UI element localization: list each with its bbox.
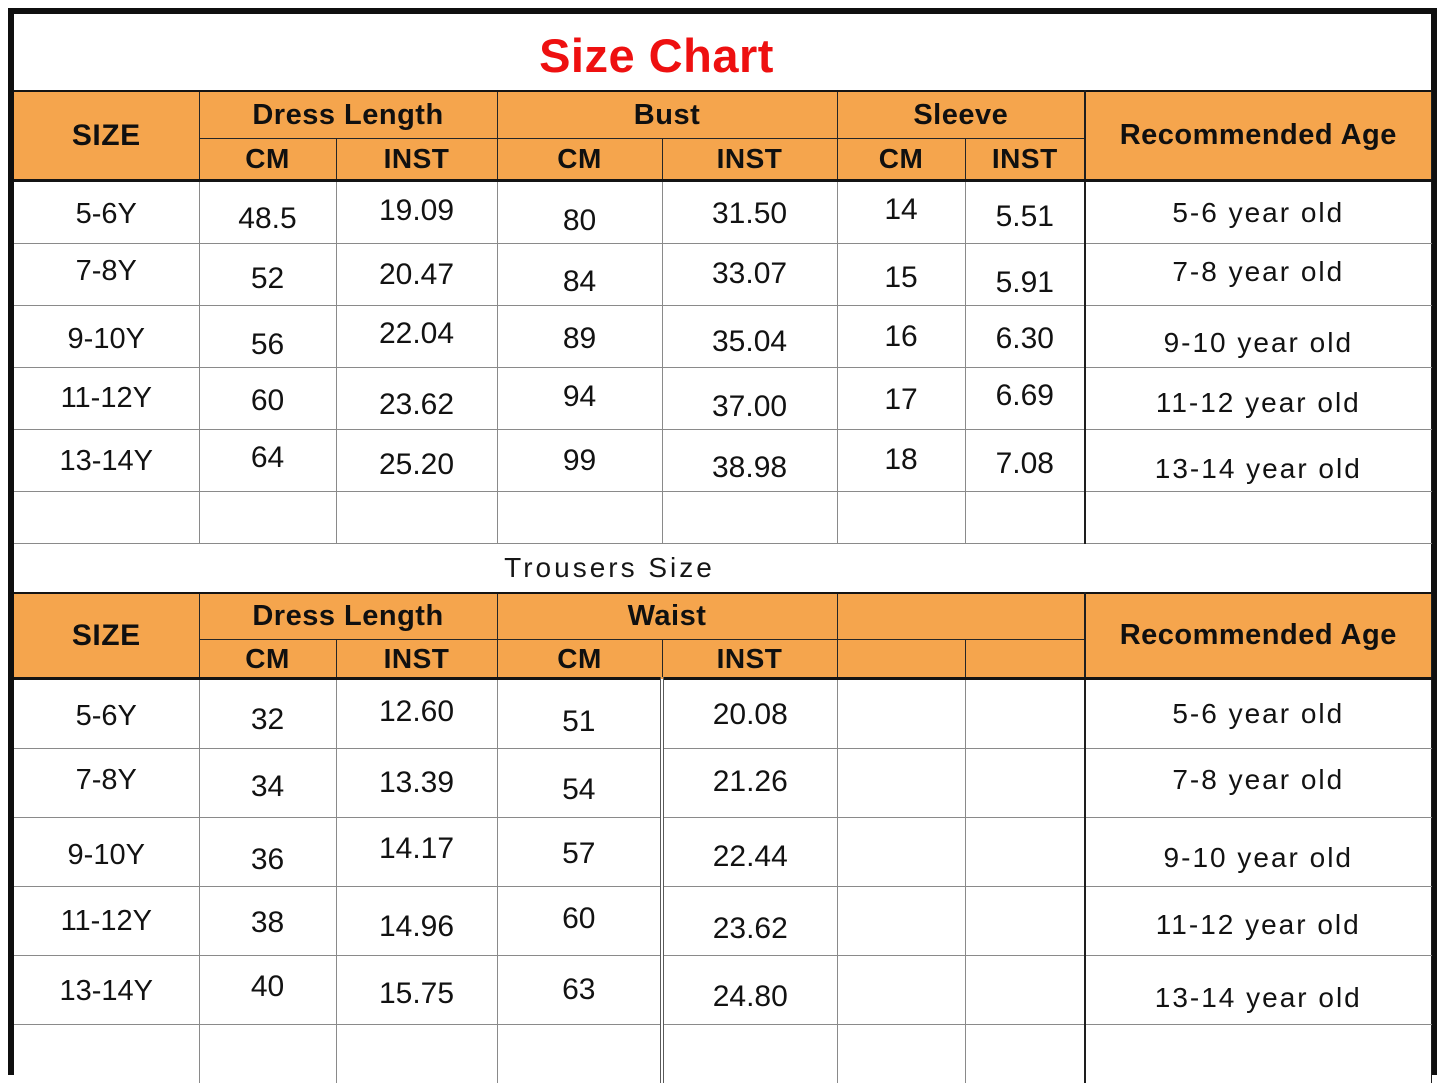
- cell-value: 14.96: [378, 910, 455, 943]
- cell-sleeve_inst: [965, 430, 1085, 492]
- cell-value: 23.62: [378, 387, 455, 421]
- cell-value: 7-8Y: [75, 255, 137, 287]
- cell-value: 6.30: [995, 321, 1054, 355]
- trousers-title-band: [14, 544, 1431, 592]
- header-group-row: [14, 91, 1431, 139]
- cell-value: 13-14 year old: [1154, 982, 1362, 1013]
- cell-dress_cm: [199, 956, 336, 1025]
- cell-age: [1085, 749, 1431, 818]
- cell-value: 7-8 year old: [1172, 255, 1345, 287]
- cell-dress_cm: [199, 244, 336, 306]
- trousers-table-header: [14, 593, 1431, 679]
- table-row: [14, 679, 1431, 749]
- col-header-bust: Bust: [497, 91, 837, 139]
- col-header-size: SIZE: [14, 91, 199, 181]
- cell-age: [1085, 679, 1431, 749]
- empty-cell: [199, 492, 336, 544]
- cell-size: [14, 306, 199, 368]
- col-subheader-dress-inst: INST: [336, 139, 497, 181]
- title-band: [14, 14, 1431, 90]
- col-subheader-dress-cm: CM: [199, 139, 336, 181]
- col-subheader-empty: [837, 640, 965, 679]
- table-row: [14, 430, 1431, 492]
- cell-waist_inst: [662, 887, 837, 956]
- cell-value: 12.60: [378, 695, 455, 728]
- empty-cell: [965, 492, 1085, 544]
- cell-value: 9-10 year old: [1163, 842, 1353, 873]
- col-subheader-bust-cm: CM: [497, 139, 662, 181]
- cell-value: 7.08: [995, 446, 1054, 480]
- empty-cell: [497, 1025, 662, 1083]
- header-group-row: [14, 593, 1431, 640]
- cell-size: [14, 887, 199, 956]
- col-header-dress-length: Dress Length: [199, 593, 497, 640]
- cell-size: [14, 749, 199, 818]
- cell-value: 9-10Y: [67, 838, 145, 871]
- table-row: [14, 749, 1431, 818]
- cell-value: 99: [562, 443, 597, 477]
- cell-value: 21.26: [712, 765, 788, 798]
- cell-value: 7-8 year old: [1172, 764, 1345, 795]
- cell-sleeve_cm: [837, 430, 965, 492]
- empty-cell: [837, 1025, 965, 1083]
- cell-value: 84: [562, 264, 597, 298]
- empty-cell: [336, 1025, 497, 1083]
- cell-size: [14, 430, 199, 492]
- empty-row: [14, 1025, 1431, 1083]
- empty-cell: [199, 1025, 336, 1083]
- cell-dress_cm: [199, 679, 336, 749]
- col-subheader-dress-cm: CM: [199, 640, 336, 679]
- table-row: [14, 887, 1431, 956]
- cell-value: 15: [884, 260, 918, 294]
- cell-dress_cm: [199, 749, 336, 818]
- empty-cell: [965, 1025, 1085, 1083]
- cell-dress_inst: [336, 368, 497, 430]
- col-subheader-sleeve-inst: INST: [965, 139, 1085, 181]
- empty-cell: [336, 492, 497, 544]
- cell-bust_cm: [497, 181, 662, 244]
- cell-waist_inst: [662, 749, 837, 818]
- empty-cell: [1085, 1025, 1431, 1083]
- cell-value: 22.04: [378, 316, 455, 350]
- cell-size: [14, 244, 199, 306]
- cell-value: 14.17: [378, 832, 455, 865]
- col-subheader-waist-inst: INST: [662, 640, 837, 679]
- col-subheader-bust-inst: INST: [662, 139, 837, 181]
- cell-value: 22.44: [712, 840, 788, 873]
- cell-sleeve_inst: [965, 181, 1085, 244]
- cell-waist_inst: [662, 956, 837, 1025]
- cell-bust_inst: [662, 430, 837, 492]
- cell-value: 89: [562, 321, 597, 355]
- chart-frame: [8, 8, 1437, 1075]
- empty-cell: [14, 492, 199, 544]
- cell-value: 63: [562, 973, 596, 1006]
- cell-value: 5-6 year old: [1172, 698, 1345, 729]
- cell-value: 9-10 year old: [1163, 326, 1354, 358]
- col-subheader-dress-inst: INST: [336, 640, 497, 679]
- cell-value: 51: [562, 705, 596, 738]
- table-row: [14, 244, 1431, 306]
- cell-sleeve_inst: [965, 244, 1085, 306]
- cell-value: 60: [562, 902, 596, 935]
- cell-value: 11-12 year old: [1155, 386, 1361, 418]
- garment-table-header: [14, 91, 1431, 181]
- cell-value: 13-14 year old: [1154, 452, 1362, 484]
- cell-waist_inst: [662, 818, 837, 887]
- cell-value: 56: [250, 327, 285, 361]
- cell-value: 11-12Y: [60, 904, 152, 937]
- cell-value: 31.50: [711, 196, 788, 230]
- cell-value: 16: [884, 319, 918, 353]
- table-row: [14, 181, 1431, 244]
- cell-value: 32: [250, 703, 285, 736]
- col-header-dress-length: Dress Length: [199, 91, 497, 139]
- cell-value: 80: [562, 203, 597, 237]
- cell-value: 35.04: [711, 324, 788, 358]
- cell-bust_cm: [497, 430, 662, 492]
- cell-value: 94: [562, 379, 597, 413]
- cell-age: [1085, 818, 1431, 887]
- cell-age: [1085, 956, 1431, 1025]
- col-subheader-sleeve-cm: CM: [837, 139, 965, 181]
- cell-size: [14, 679, 199, 749]
- cell-value: 13-14Y: [59, 974, 153, 1007]
- cell-sleeve_inst: [965, 368, 1085, 430]
- cell-blank2: [965, 887, 1085, 956]
- cell-age: [1085, 306, 1431, 368]
- empty-cell: [1085, 492, 1431, 544]
- cell-value: 38: [250, 906, 285, 939]
- cell-value: 20.47: [378, 257, 455, 291]
- cell-value: 37.00: [711, 389, 788, 423]
- cell-value: 34: [250, 770, 285, 803]
- col-subheader-empty: [965, 640, 1085, 679]
- cell-age: [1085, 430, 1431, 492]
- garment-size-table: [14, 90, 1432, 544]
- cell-dress_inst: [336, 749, 497, 818]
- cell-value: 23.62: [712, 912, 788, 945]
- cell-sleeve_inst: [965, 306, 1085, 368]
- cell-value: 5-6 year old: [1172, 196, 1345, 228]
- cell-dress_cm: [199, 368, 336, 430]
- cell-waist_cm: [497, 887, 662, 956]
- cell-value: 5.51: [995, 199, 1054, 233]
- cell-value: 36: [250, 843, 285, 876]
- cell-sleeve_cm: [837, 368, 965, 430]
- col-header-empty: [837, 593, 1085, 640]
- cell-bust_cm: [497, 368, 662, 430]
- cell-value: 19.09: [378, 193, 455, 227]
- garment-table-body: [14, 181, 1431, 544]
- cell-waist_cm: [497, 749, 662, 818]
- cell-value: 11-12Y: [60, 382, 152, 414]
- col-header-size: SIZE: [14, 593, 199, 679]
- cell-value: 6.69: [995, 378, 1054, 412]
- cell-size: [14, 368, 199, 430]
- cell-age: [1085, 887, 1431, 956]
- cell-dress_cm: [199, 181, 336, 244]
- trousers-table-body: [14, 679, 1431, 1083]
- cell-bust_inst: [662, 181, 837, 244]
- cell-blank1: [837, 956, 965, 1025]
- cell-waist_inst: [662, 679, 837, 749]
- cell-value: 33.07: [711, 256, 788, 290]
- cell-value: 52: [250, 261, 285, 295]
- cell-value: 17: [884, 382, 918, 416]
- cell-age: [1085, 181, 1431, 244]
- cell-value: 5-6Y: [75, 699, 137, 732]
- cell-dress_cm: [199, 818, 336, 887]
- cell-size: [14, 818, 199, 887]
- cell-value: 18: [884, 442, 918, 476]
- empty-cell: [662, 492, 837, 544]
- cell-blank1: [837, 887, 965, 956]
- cell-value: 20.08: [712, 698, 788, 731]
- cell-dress_inst: [336, 306, 497, 368]
- cell-dress_inst: [336, 818, 497, 887]
- cell-sleeve_cm: [837, 306, 965, 368]
- cell-dress_inst: [336, 244, 497, 306]
- cell-blank1: [837, 679, 965, 749]
- cell-value: 7-8Y: [75, 763, 137, 796]
- cell-value: 38.98: [711, 450, 788, 484]
- empty-cell: [837, 492, 965, 544]
- col-subheader-waist-cm: CM: [497, 640, 662, 679]
- cell-value: 60: [250, 383, 285, 417]
- cell-value: 24.80: [712, 980, 788, 1013]
- cell-value: 9-10Y: [67, 323, 145, 355]
- cell-dress_inst: [336, 887, 497, 956]
- cell-dress_inst: [336, 956, 497, 1025]
- cell-blank2: [965, 956, 1085, 1025]
- cell-value: 5.91: [995, 265, 1054, 299]
- table-row: [14, 956, 1431, 1025]
- cell-bust_cm: [497, 244, 662, 306]
- cell-bust_cm: [497, 306, 662, 368]
- cell-size: [14, 181, 199, 244]
- trousers-section-title: Trousers Size: [504, 552, 715, 583]
- cell-bust_inst: [662, 306, 837, 368]
- cell-blank1: [837, 818, 965, 887]
- cell-bust_inst: [662, 244, 837, 306]
- cell-waist_cm: [497, 956, 662, 1025]
- cell-value: 57: [562, 837, 596, 870]
- cell-value: 13-14Y: [59, 445, 153, 477]
- cell-blank2: [965, 679, 1085, 749]
- cell-age: [1085, 368, 1431, 430]
- cell-dress_inst: [336, 679, 497, 749]
- page-title: Size Chart: [539, 28, 774, 82]
- cell-sleeve_cm: [837, 244, 965, 306]
- col-header-sleeve: Sleeve: [837, 91, 1085, 139]
- cell-bust_inst: [662, 368, 837, 430]
- trousers-size-table: [14, 592, 1432, 1083]
- cell-value: 40: [250, 970, 285, 1003]
- cell-value: 15.75: [378, 977, 455, 1010]
- empty-cell: [497, 492, 662, 544]
- cell-value: 25.20: [378, 447, 455, 481]
- cell-age: [1085, 244, 1431, 306]
- cell-value: 14: [884, 192, 918, 226]
- cell-blank1: [837, 749, 965, 818]
- cell-sleeve_cm: [837, 181, 965, 244]
- cell-blank2: [965, 749, 1085, 818]
- cell-value: 64: [250, 440, 285, 474]
- cell-value: 13.39: [378, 766, 455, 799]
- empty-cell: [14, 1025, 199, 1083]
- cell-dress_inst: [336, 181, 497, 244]
- cell-dress_cm: [199, 887, 336, 956]
- cell-value: 11-12 year old: [1155, 909, 1361, 940]
- cell-dress_cm: [199, 306, 336, 368]
- cell-dress_cm: [199, 430, 336, 492]
- cell-size: [14, 956, 199, 1025]
- empty-cell: [662, 1025, 837, 1083]
- empty-row: [14, 492, 1431, 544]
- table-row: [14, 368, 1431, 430]
- col-header-waist: Waist: [497, 593, 837, 640]
- cell-dress_inst: [336, 430, 497, 492]
- cell-value: 48.5: [238, 201, 297, 235]
- cell-value: 5-6Y: [75, 198, 137, 230]
- cell-blank2: [965, 818, 1085, 887]
- cell-value: 54: [562, 773, 596, 806]
- table-row: [14, 818, 1431, 887]
- table-row: [14, 306, 1431, 368]
- col-header-recommended-age: Recommended Age: [1085, 593, 1431, 679]
- col-header-recommended-age: Recommended Age: [1085, 91, 1431, 181]
- cell-waist_cm: [497, 818, 662, 887]
- cell-waist_cm: [497, 679, 662, 749]
